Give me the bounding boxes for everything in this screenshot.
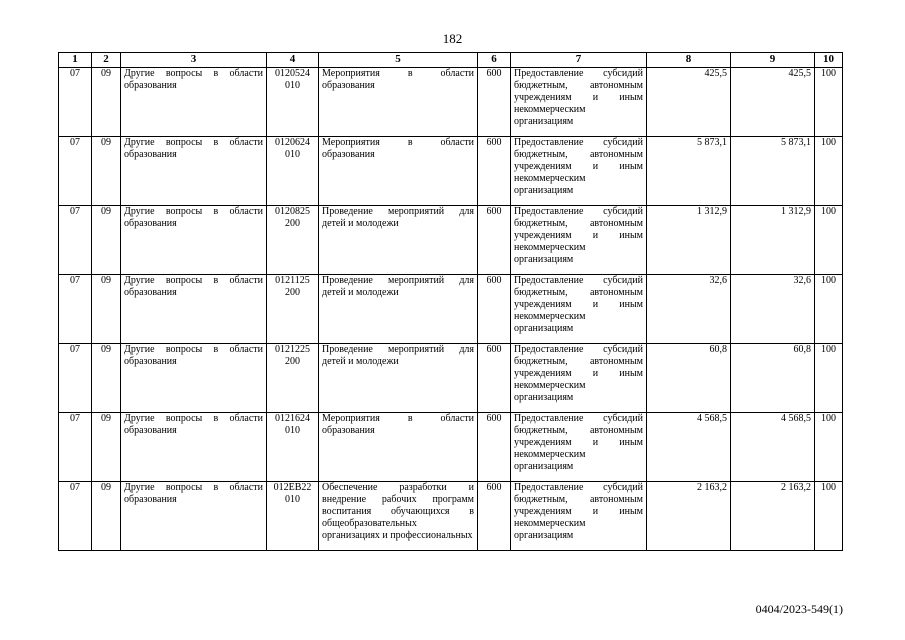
section-code: 07	[59, 206, 92, 275]
target-article-code: 0120524 010	[267, 68, 319, 137]
expense-type-name: Предоставление субсидий бюджетным, автономным учреждениям и иным некоммерческим организациям	[511, 275, 647, 344]
column-header: 9	[731, 53, 815, 68]
table-row	[59, 344, 843, 413]
table-row	[59, 137, 843, 206]
section-code: 07	[59, 275, 92, 344]
amount-planned: 4 568,5	[647, 413, 731, 482]
target-article-code: 0121225 200	[267, 344, 319, 413]
column-header: 6	[478, 53, 511, 68]
section-code: 07	[59, 344, 92, 413]
target-article-name: Мероприятия в области образования	[319, 68, 478, 137]
expense-type-code: 600	[478, 275, 511, 344]
amount-planned: 5 873,1	[647, 137, 731, 206]
amount-executed: 5 873,1	[731, 137, 815, 206]
section-code: 07	[59, 482, 92, 551]
section-name: Другие вопросы в области образования	[121, 275, 267, 344]
amount-executed: 1 312,9	[731, 206, 815, 275]
target-article-name: Обеспечение разработки и внедрение рабочих программ воспитания обучающихся в общеобразовательных организациях и профессиональных	[319, 482, 478, 551]
amount-executed: 2 163,2	[731, 482, 815, 551]
section-name: Другие вопросы в области образования	[121, 137, 267, 206]
expense-type-code: 600	[478, 344, 511, 413]
expense-type-name: Предоставление субсидий бюджетным, автономным учреждениям и иным некоммерческим организациям	[511, 137, 647, 206]
column-header: 7	[511, 53, 647, 68]
subsection-code: 09	[92, 482, 121, 551]
subsection-code: 09	[92, 137, 121, 206]
amount-planned: 2 163,2	[647, 482, 731, 551]
expense-type-code: 600	[478, 206, 511, 275]
target-article-code: 0121125 200	[267, 275, 319, 344]
section-name: Другие вопросы в области образования	[121, 344, 267, 413]
expense-type-code: 600	[478, 413, 511, 482]
header-row	[59, 53, 843, 68]
column-header: 8	[647, 53, 731, 68]
amount-executed: 60,8	[731, 344, 815, 413]
execution-percent: 100	[815, 206, 843, 275]
target-article-code: 0121624 010	[267, 413, 319, 482]
target-article-name: Проведение мероприятий для детей и молодежи	[319, 206, 478, 275]
amount-planned: 1 312,9	[647, 206, 731, 275]
expense-type-name: Предоставление субсидий бюджетным, автономным учреждениям и иным некоммерческим организациям	[511, 206, 647, 275]
column-header: 2	[92, 53, 121, 68]
table-row	[59, 206, 843, 275]
target-article-code: 012EB22 010	[267, 482, 319, 551]
column-header: 10	[815, 53, 843, 68]
table-row	[59, 413, 843, 482]
subsection-code: 09	[92, 413, 121, 482]
execution-percent: 100	[815, 344, 843, 413]
column-header: 1	[59, 53, 92, 68]
section-name: Другие вопросы в области образования	[121, 413, 267, 482]
budget-table	[58, 52, 843, 551]
section-name: Другие вопросы в области образования	[121, 68, 267, 137]
subsection-code: 09	[92, 344, 121, 413]
amount-planned: 425,5	[647, 68, 731, 137]
expense-type-code: 600	[478, 68, 511, 137]
expense-type-name: Предоставление субсидий бюджетным, автономным учреждениям и иным некоммерческим организациям	[511, 68, 647, 137]
subsection-code: 09	[92, 68, 121, 137]
amount-executed: 425,5	[731, 68, 815, 137]
target-article-name: Проведение мероприятий для детей и молодежи	[319, 275, 478, 344]
target-article-name: Мероприятия в области образования	[319, 137, 478, 206]
subsection-code: 09	[92, 206, 121, 275]
page-number: 182	[442, 31, 463, 46]
expense-type-name: Предоставление субсидий бюджетным, автономным учреждениям и иным некоммерческим организациям	[511, 482, 647, 551]
target-article-name: Проведение мероприятий для детей и молодежи	[319, 344, 478, 413]
column-header: 3	[121, 53, 267, 68]
amount-executed: 32,6	[731, 275, 815, 344]
expense-type-code: 600	[478, 482, 511, 551]
execution-percent: 100	[815, 482, 843, 551]
column-header: 4	[267, 53, 319, 68]
target-article-code: 0120624 010	[267, 137, 319, 206]
table-row	[59, 275, 843, 344]
target-article-name: Мероприятия в области образования	[319, 413, 478, 482]
section-name: Другие вопросы в области образования	[121, 206, 267, 275]
document-code: 0404/2023-549(1)	[755, 602, 843, 616]
section-name: Другие вопросы в области образования	[121, 482, 267, 551]
section-code: 07	[59, 413, 92, 482]
amount-planned: 60,8	[647, 344, 731, 413]
expense-type-code: 600	[478, 137, 511, 206]
subsection-code: 09	[92, 275, 121, 344]
section-code: 07	[59, 137, 92, 206]
execution-percent: 100	[815, 137, 843, 206]
execution-percent: 100	[815, 275, 843, 344]
table-row	[59, 68, 843, 137]
section-code: 07	[59, 68, 92, 137]
column-header: 5	[319, 53, 478, 68]
table-row	[59, 482, 843, 551]
amount-executed: 4 568,5	[731, 413, 815, 482]
expense-type-name: Предоставление субсидий бюджетным, автономным учреждениям и иным некоммерческим организациям	[511, 344, 647, 413]
amount-planned: 32,6	[647, 275, 731, 344]
target-article-code: 0120825 200	[267, 206, 319, 275]
execution-percent: 100	[815, 413, 843, 482]
expense-type-name: Предоставление субсидий бюджетным, автономным учреждениям и иным некоммерческим организациям	[511, 413, 647, 482]
execution-percent: 100	[815, 68, 843, 137]
